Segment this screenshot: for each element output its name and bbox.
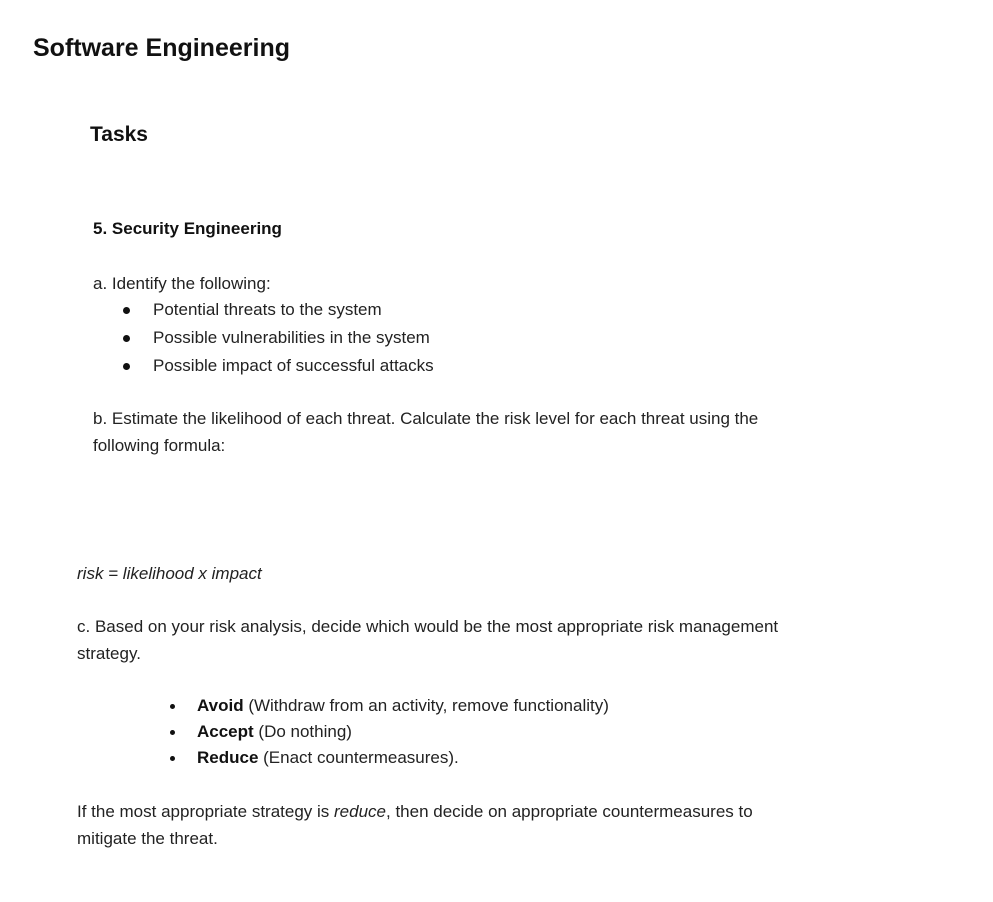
- part-b-line-2: following formula:: [93, 436, 226, 455]
- list-item-text: Possible impact of successful attacks: [153, 356, 434, 375]
- strategy-name: Reduce: [197, 748, 259, 767]
- bullet-icon: [170, 704, 175, 709]
- bullet-icon: [123, 307, 130, 314]
- risk-formula: risk = likelihood x impact: [77, 564, 262, 583]
- document-title: Software Engineering: [33, 34, 290, 62]
- closing-line-2: mitigate the threat.: [77, 829, 218, 848]
- bullet-icon: [170, 756, 175, 761]
- part-c-line-2: strategy.: [77, 644, 141, 663]
- strategy-name: Avoid: [197, 696, 244, 715]
- part-c-line-1: c. Based on your risk analysis, decide which would be the most appropriate risk management: [77, 617, 779, 636]
- list-item-text: [197, 722, 352, 742]
- bullet-icon: [123, 335, 130, 342]
- closing-prefix: If the most appropriate strategy is: [77, 802, 335, 821]
- closing-suffix: , then decide on appropriate countermeasures to: [386, 802, 753, 821]
- list-item-text: [197, 696, 609, 716]
- bullet-icon: [170, 730, 175, 735]
- section-heading: 5. Security Engineering: [93, 219, 282, 238]
- closing-emphasis: reduce: [334, 802, 386, 821]
- tasks-heading: Tasks: [90, 123, 148, 146]
- strategy-desc: (Enact countermeasures).: [258, 748, 459, 767]
- list-item-text: [197, 748, 459, 768]
- bullet-icon: [123, 363, 130, 370]
- part-a-intro: a. Identify the following:: [93, 274, 271, 293]
- strategy-name: Accept: [197, 722, 254, 741]
- closing-line-1: [77, 798, 753, 825]
- list-item-text: Possible vulnerabilities in the system: [153, 328, 430, 347]
- strategy-desc: (Do nothing): [253, 722, 352, 741]
- strategy-desc: (Withdraw from an activity, remove functionality): [243, 696, 609, 715]
- part-b-line-1: b. Estimate the likelihood of each threat. Calculate the risk level for each threat using the: [93, 409, 759, 428]
- list-item-text: Potential threats to the system: [153, 300, 382, 319]
